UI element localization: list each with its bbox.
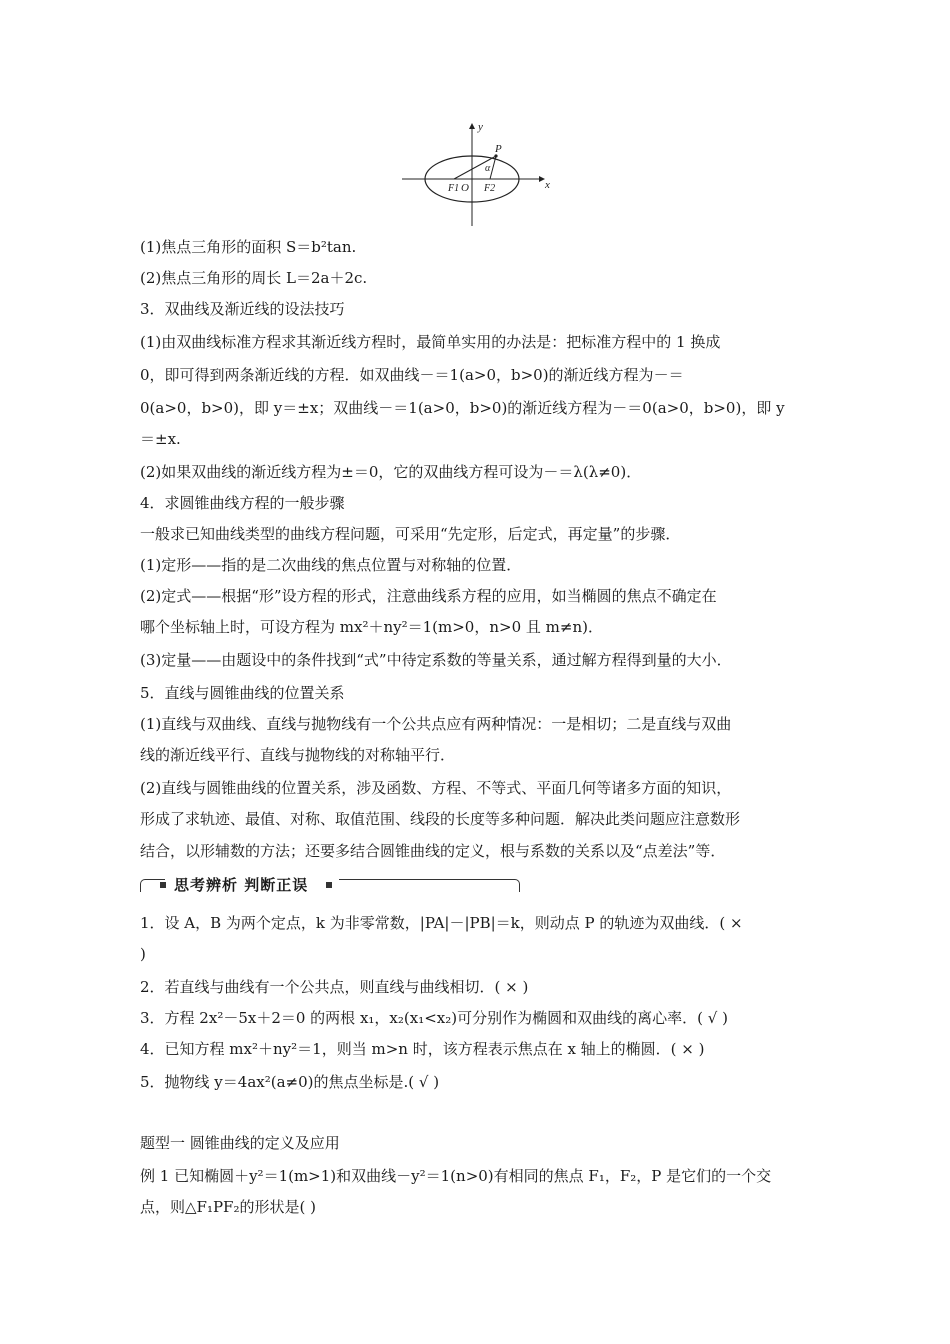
text-line: ＝±x. bbox=[140, 430, 181, 448]
judge-item: 4．已知方程 mx²＋ny²＝1，则当 m>n 时，该方程表示焦点在 x 轴上的椭圆．( × ) bbox=[140, 1040, 705, 1058]
banner-square-icon bbox=[160, 882, 166, 888]
segment-f2-p bbox=[490, 156, 496, 179]
text-line: 0，即可得到两条渐近线的方程．如双曲线－＝1(a>0，b>0)的渐近线方程为－＝ bbox=[140, 366, 684, 384]
section-heading: 4．求圆锥曲线方程的一般步骤 bbox=[140, 494, 345, 512]
f1-label: F1 bbox=[448, 183, 460, 194]
f2-label: F2 bbox=[484, 183, 496, 194]
banner-title: 思考辨析 判断正误 bbox=[174, 876, 309, 894]
text-line: (2)如果双曲线的渐近线方程为±＝0，它的双曲线方程可设为－＝λ(λ≠0)． bbox=[140, 463, 642, 481]
point-p-label: P bbox=[495, 143, 502, 155]
section-heading: 5．直线与圆锥曲线的位置关系 bbox=[140, 684, 345, 702]
judge-item: 5．抛物线 y＝4ax²(a≠0)的焦点坐标是.( √ ) bbox=[140, 1073, 440, 1091]
judge-item: 2．若直线与曲线有一个公共点，则直线与曲线相切．( × ) bbox=[140, 978, 529, 996]
text-line: 一般求已知曲线类型的曲线方程问题，可采用“先定形，后定式，再定量”的步骤． bbox=[140, 525, 681, 543]
text-line: 线的渐近线平行、直线与抛物线的对称轴平行． bbox=[140, 746, 456, 764]
judge-item: 1．设 A，B 为两个定点，k 为非零常数，|PA|－|PB|＝k，则动点 P 的轨迹为双曲线．( × bbox=[140, 914, 743, 932]
banner-square-icon bbox=[326, 882, 332, 888]
text-line: (2)直线与圆锥曲线的位置关系，涉及函数、方程、不等式、平面几何等诸多方面的知识， bbox=[140, 779, 732, 797]
text-line: 形成了求轨迹、最值、对称、取值范围、线段的长度等多种问题．解决此类问题应注意数形 bbox=[140, 810, 741, 828]
judge-item: ) bbox=[140, 945, 146, 963]
text-line: (2)定式——根据“形”设方程的形式，注意曲线系方程的应用，如当椭圆的焦点不确定在 bbox=[140, 587, 717, 605]
section-heading: 3．双曲线及渐近线的设法技巧 bbox=[140, 300, 345, 318]
text-line: (1)焦点三角形的面积 S＝b²tan. bbox=[140, 238, 357, 256]
text-line: 0(a>0，b>0)，即 y＝±x；双曲线－＝1(a>0，b>0)的渐近线方程为－＝0(a>0，b>0)，即 y bbox=[140, 399, 785, 417]
text-line: (1)由双曲线标准方程求其渐近线方程时，最简单实用的办法是：把标准方程中的 1 换成 bbox=[140, 333, 721, 351]
example-text: 点，则△F₁PF₂的形状是( ) bbox=[140, 1198, 316, 1216]
y-axis-label: y bbox=[478, 121, 483, 133]
text-line: (1)直线与双曲线、直线与抛物线有一个公共点应有两种情况：一是相切；二是直线与双曲 bbox=[140, 715, 732, 733]
origin-label: O bbox=[461, 182, 469, 194]
text-line: 结合，以形辅数的方法；还要多结合圆锥曲线的定义，根与系数的关系以及“点差法”等． bbox=[140, 842, 726, 860]
text-line: (1)定形——指的是二次曲线的焦点位置与对称轴的位置． bbox=[140, 556, 522, 574]
think-judge-banner bbox=[140, 872, 520, 898]
text-line: 哪个坐标轴上时，可设方程为 mx²＋ny²＝1(m>0，n>0 且 m≠n)． bbox=[140, 618, 603, 636]
example-text: 例 1 已知椭圆＋y²＝1(m>1)和双曲线－y²＝1(n>0)有相同的焦点 F₁，F₂，P 是它们的一个交 bbox=[140, 1167, 772, 1185]
banner-bracket-right bbox=[339, 879, 520, 892]
text-line: (3)定量——由题设中的条件找到“式”中待定系数的等量关系，通过解方程得到量的大小． bbox=[140, 651, 732, 669]
angle-alpha-label: α bbox=[485, 163, 491, 174]
text-line: (2)焦点三角形的周长 L＝2a＋2c. bbox=[140, 269, 368, 287]
x-axis-label: x bbox=[545, 179, 550, 191]
judge-item: 3．方程 2x²－5x＋2＝0 的两根 x₁，x₂(x₁<x₂)可分别作为椭圆和双曲线的离心率．( √ ) bbox=[140, 1009, 728, 1027]
topic-heading: 题型一 圆锥曲线的定义及应用 bbox=[140, 1134, 340, 1152]
ellipse-focal-triangle-diagram bbox=[398, 118, 558, 230]
